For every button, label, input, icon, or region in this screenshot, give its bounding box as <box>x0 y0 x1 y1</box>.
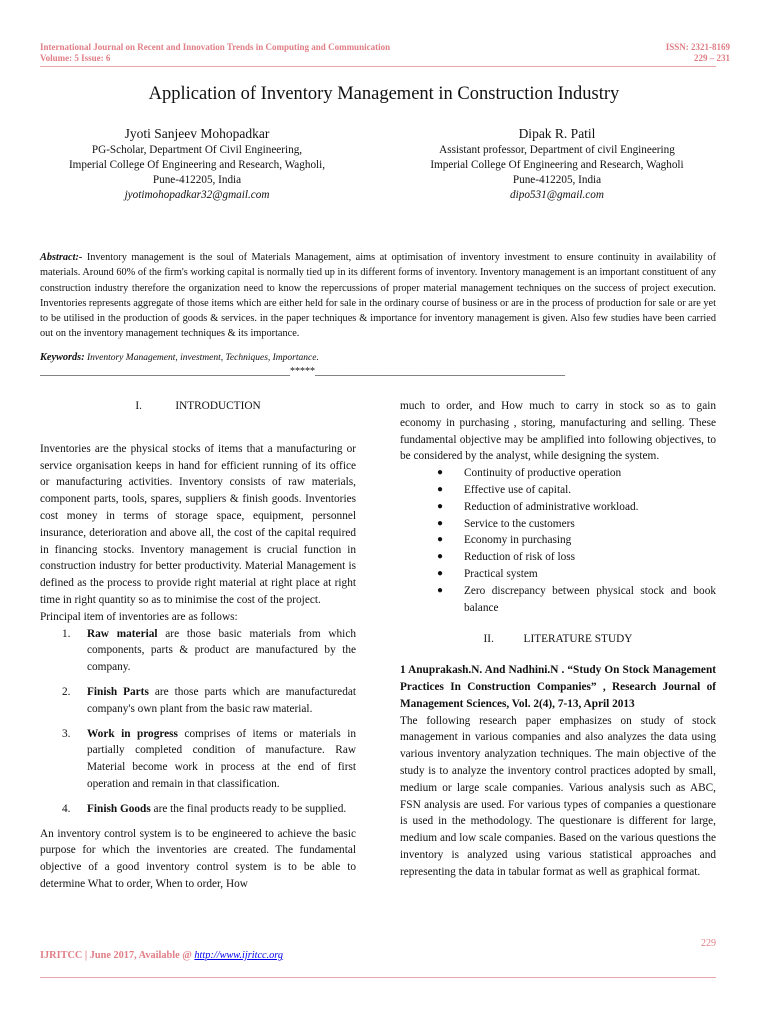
objectives-list <box>400 465 716 616</box>
item-number: 2. <box>62 685 71 698</box>
author-block-1 <box>17 126 377 203</box>
author-institute: Imperial College Of Engineering and Research, Wagholi, <box>68 159 326 171</box>
list-item <box>40 684 356 718</box>
keywords-label: Keywords: <box>40 352 85 363</box>
author-email: jyotimohopadkar32@gmail.com <box>124 189 270 201</box>
footer-text: IJRITCC | June 2017, Available @ <box>40 950 195 961</box>
literature-paragraph: The following research paper emphasizes on study of stock management in various companies and also analyzes the data using various inventory analyzation techniques. The main objective of the study is to analyze the inventory control practices adopted by small, medium or large scale companies. Various analysis such as ABC, FSN analysis are used. For various types of companies a questionare is used in the methodology. The questionare is different for large, medium and low scale companies. Based on the various questions the inventory is analyzed using various statistical approaches and representing the data in tabular format as well as graphical format. <box>400 714 716 878</box>
list-item <box>40 726 356 793</box>
page-footer <box>40 950 283 961</box>
item-text: comprises of items or materials in partially completed condition of manufacture. Raw Material become work in process at the end of first operation and remain in that classification. <box>87 727 356 790</box>
list-item: ● Continuity of productive operation <box>400 465 716 482</box>
intro-paragraph: Inventories are the physical stocks of items that a manufacturing or service organisation keeps in hand for efficient running of its office or manufacturing activities. Inventory consists of raw materials, component parts, tools, spares, suppliers & finish goods. Inventories cost money in terms of storage space, equipment, personnel insurance, deterioration and above all, the cost of the capital required in financing stocks. Inventory management is crucial function in construction industry for better productivity. Material Management is defined as the process to provide right material at right place at right time in right quantity so as to minimise the cost of the project. <box>40 442 356 606</box>
list-item: ● Zero discrepancy between physical stock and book balance <box>437 584 716 614</box>
header-rule <box>40 66 716 67</box>
author-role: Assistant professor, Department of civil Engineering <box>439 144 675 156</box>
left-column <box>40 398 356 893</box>
objectives-paragraph: much to order, and How much to carry in stock so as to gain economy in purchasing , storing, manufacturing and selling. These fundamental objective may be amplified into following objectives, to be considered by the analyst, while designing the system. <box>400 400 716 463</box>
abstract <box>40 250 716 342</box>
list-item: ● Service to the customers <box>400 516 716 533</box>
right-column <box>400 398 716 881</box>
section-title: LITERATURE STUDY <box>523 633 633 646</box>
item-text: are those parts which are manufacturedat company's own plant from the basic raw material. <box>87 685 357 715</box>
journal-name: International Journal on Recent and Innovation Trends in Computing and Communication <box>40 42 391 52</box>
keywords <box>40 352 716 363</box>
item-term: Raw material <box>87 627 158 640</box>
abstract-label: Abstract:- <box>40 252 83 263</box>
bullet-icon: ● <box>437 483 444 495</box>
footer-rule <box>40 977 716 978</box>
section-separator: __________________________________________________*****__________________________________________________ <box>40 366 565 377</box>
item-term: Finish Goods <box>87 802 151 815</box>
item-text: are those basic materials from which components, parts & product are manufactured by the company. <box>87 627 356 674</box>
list-item: ● Reduction of administrative workload. <box>400 499 716 516</box>
section-title: INTRODUCTION <box>175 400 261 412</box>
bullet-icon: ● <box>437 517 444 529</box>
item-number: 3. <box>62 727 71 740</box>
list-item <box>40 801 356 818</box>
author-name: Dipak R. Patil <box>518 126 596 141</box>
abstract-text: Inventory management is the soul of Materials Management, aims at optimisation of inventory investment to ensure continuity in availability of materials. Around 60% of the firm's working capital is normally tied up in its different forms of inventory. Inventory management is an important constituent of any construction industry therefore the organization need to know the repercussions of proper material management techniques on the success of project execution. Inventories represents aggregate of those items which are either held for sale in the ordinary course of business or are in the process of production for sale or are yet to be utilised in the production of goods & services. in the paper techniques & importance for inventory management is given. Also few studies have been carried out on the inventory management techniques & its importance. <box>40 252 716 340</box>
journal-pages: 229 – 231 <box>694 52 730 63</box>
item-number: 4. <box>62 802 71 815</box>
item-term: Finish Parts <box>87 685 149 698</box>
bullet-icon: ● <box>437 551 444 563</box>
inventory-items-list <box>40 626 356 818</box>
item-text: are the final products ready to be supplied. <box>150 802 347 815</box>
section-heading-introduction <box>40 398 356 415</box>
item-term: Work in progress <box>87 727 178 740</box>
journal-header <box>40 42 390 63</box>
journal-volume: Volume: 5 Issue: 6 <box>40 52 111 63</box>
paper-title: Application of Inventory Management in Construction Industry <box>148 84 620 104</box>
author-email: dipo531@gmail.com <box>510 189 604 201</box>
keywords-value: Inventory Management, investment, Techniques, Importance. <box>84 353 319 363</box>
item-number: 1. <box>62 627 71 640</box>
journal-issn-block <box>666 42 730 63</box>
section-heading-literature <box>400 631 716 648</box>
reference-citation: 1 Anuprakash.N. And Nadhini.N . “Study On Stock Management Practices In Construction Companies” , Research Journal of Management Sciences, Vol. 2(4), 7-13, April 2013 <box>400 664 716 710</box>
author-institute: Imperial College Of Engineering and Research, Wagholi <box>430 159 684 171</box>
bullet-icon: ● <box>437 584 444 596</box>
page-number: 229 <box>701 938 716 949</box>
bullet-icon: ● <box>437 467 444 479</box>
list-item <box>40 626 356 676</box>
list-item: ● Effective use of capital. <box>400 482 716 499</box>
list-item: ● Reduction of risk of loss <box>400 549 716 566</box>
author-block-2 <box>377 126 737 203</box>
list-item: ● Practical system <box>400 566 716 583</box>
author-city: Pune-412205, India <box>152 174 242 186</box>
bullet-icon: ● <box>437 567 444 579</box>
journal-issn: ISSN: 2321-8169 <box>665 42 730 52</box>
author-name: Jyoti Sanjeev Mohopadkar <box>124 126 270 141</box>
list-item: ● Economy in purchasing <box>400 532 716 549</box>
footer-link[interactable]: http://www.ijritcc.org <box>194 950 284 961</box>
control-system-paragraph: An inventory control system is to be engineered to achieve the basic purpose for which the inventories are created. The fundamental objective of a good inventory control system is to be able to determine What to order, When to order, How <box>40 827 356 890</box>
principal-items-heading: Principal item of inventories are as follows: <box>40 610 238 623</box>
bullet-icon: ● <box>437 500 444 512</box>
author-city: Pune-412205, India <box>512 174 602 186</box>
section-number: I. <box>135 400 142 412</box>
bullet-icon: ● <box>437 534 444 546</box>
section-number: II. <box>483 633 494 646</box>
author-role: PG-Scholar, Department Of Civil Engineering, <box>91 144 303 156</box>
